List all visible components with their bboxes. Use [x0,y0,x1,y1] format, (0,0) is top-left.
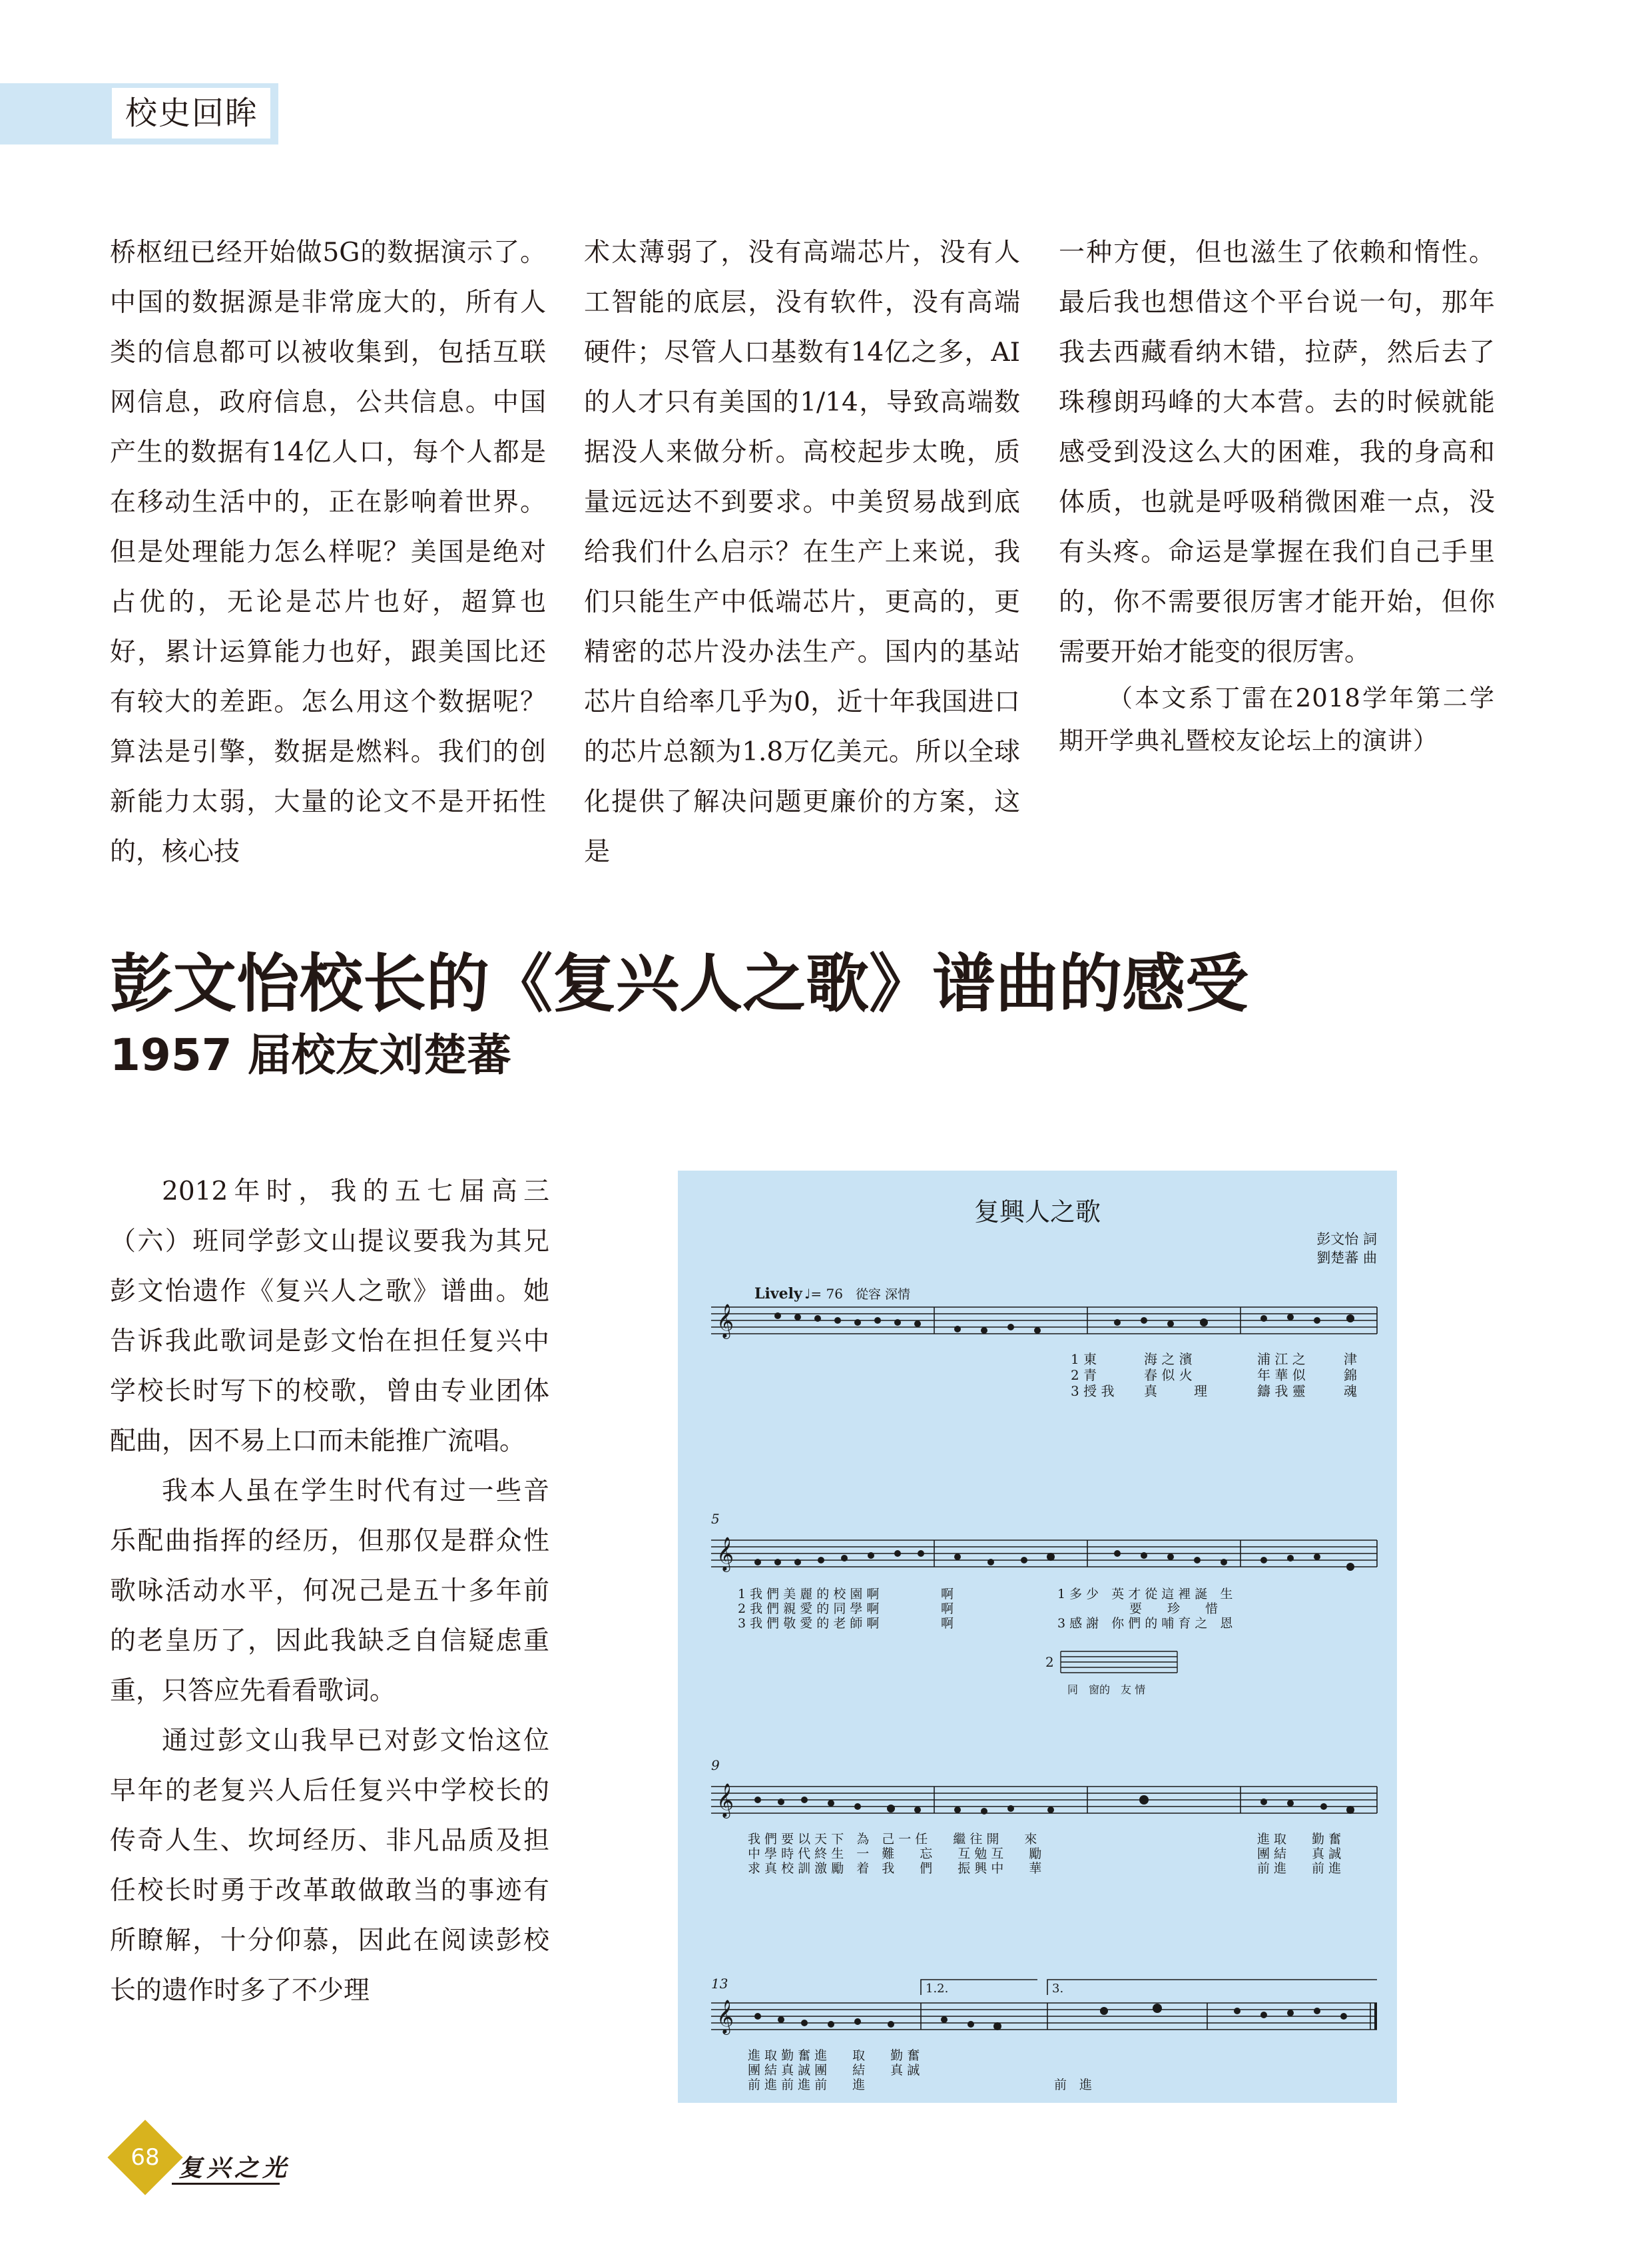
svg-text:魂: 魂 [1344,1383,1357,1399]
svg-text:前 進 前 進 前 進: 前 進 前 進 前 進 [748,2078,866,2092]
tempo-expression: 從容 深情 [856,1287,911,1302]
column-3-text: 一种方便，但也滋生了依赖和惰性。最后我也想借这个平台说一句，那年我去西藏看纳木错，拉萨，然后去了珠穆朗玛峰的大本营。去的时候就能感受到没这么大的困难，我的身高和体质，也就是呼吸稍微困难一点，没有头疼。命运是掌握在我们自己手里的，你不需要很厉害才能开始，但你需要开始才能变的很厉害。 [1059,238,1495,667]
alternate-ending-staff [1061,1651,1177,1673]
speech-credit: （本文系丁雷在2018学年第二学期开学典礼暨校友论坛上的演讲） [1059,684,1495,755]
score-title: 复興人之歌 [973,1197,1101,1227]
svg-text:前 進 前 進: 前 進 前 進 [1257,1861,1342,1876]
svg-text:我 們 要 以 天 下 為 己 一 任 繼 往 開 來: 我 們 要 以 天 下 為 己 一 任 繼 往 開 來 [748,1832,1037,1846]
lyrics-system-3 [748,1832,1341,1876]
treble-clef-icon: 𝄞 [716,2000,734,2034]
svg-text:3 感 謝 你 們 的 哺 育 之 恩: 3 感 謝 你 們 的 哺 育 之 恩 [1057,1616,1233,1631]
svg-text:團 結 真 誠: 團 結 真 誠 [1257,1846,1342,1861]
svg-text:3 授 我: 3 授 我 [1071,1383,1115,1399]
svg-text:要 珍 惜: 要 珍 惜 [1129,1601,1219,1616]
svg-text:啊: 啊 [941,1616,954,1631]
article-paragraph: 2012年时，我的五七届高三（六）班同学彭文山提议要我为其兄彭文怡遗作《复兴人之歌》谱曲。她告诉我此歌词是彭文怡在担任复兴中学校长时写下的校歌，曾由专业团体配曲，因不易上口而未能推广流唱。 [110,1177,549,1456]
svg-text:3 我 們 敬 愛 的 老 師 啊: 3 我 們 敬 愛 的 老 師 啊 [738,1616,880,1631]
treble-clef-icon: 𝄞 [716,1783,734,1817]
tempo-mark: ♩= 76 [804,1286,843,1302]
staff-system-2 [711,1540,1377,1567]
svg-text:進 取 勤 奮 進 取 勤 奮: 進 取 勤 奮 進 取 勤 奮 [748,2048,920,2063]
svg-text:浦 江 之: 浦 江 之 [1257,1351,1306,1367]
alternate-verse-number: 2 [1045,1654,1054,1670]
article-paragraph: 我本人虽在学生时代有过一些音乐配曲指挥的经历，但那仅是群众性歌咏活动水平，何况己是五十多年前的老皇历了，因此我缺乏自信疑虑重重，只答应先看看歌词。 [110,1476,549,1706]
svg-text:津: 津 [1344,1351,1357,1367]
volta-brackets [921,1980,1377,1995]
volta-second-ending: 3. [1052,1982,1064,1996]
svg-text:鑄 我 靈: 鑄 我 靈 [1257,1383,1306,1399]
svg-text:理: 理 [1194,1383,1207,1399]
svg-text:啊: 啊 [941,1587,954,1601]
svg-text:春 似 火: 春 似 火 [1144,1367,1193,1383]
svg-text:前 進: 前 進 [1054,2078,1093,2092]
text-column-2 [584,228,1020,877]
article-body [110,1167,549,2016]
lyrics-system-1 [1071,1351,1357,1399]
svg-text:錦: 錦 [1344,1367,1357,1383]
footer-rule [172,2183,280,2185]
treble-clef-icon: 𝄞 [716,1537,734,1571]
page-number: 68 [131,2144,160,2171]
svg-text:2 青: 2 青 [1071,1367,1097,1383]
svg-text:真: 真 [1144,1383,1157,1399]
svg-text:進 取 勤 奮: 進 取 勤 奮 [1257,1832,1342,1846]
svg-text:2 我 們 親 愛 的 同 學 啊: 2 我 們 親 愛 的 同 學 啊 [738,1601,880,1616]
svg-text:中 學 時 代 終 生 一 難 忘 互 勉 互 勵: 中 學 時 代 終 生 一 難 忘 互 勉 互 勵 [748,1846,1042,1861]
text-column-1 [110,228,546,877]
notes-system-4 [754,2004,1347,2030]
measure-number: 9 [711,1757,720,1773]
section-label: 校史回眸 [125,95,259,132]
alternate-lyric: 同 窗的 友 情 [1067,1683,1146,1696]
score-composer: 劉楚蕃 曲 [1316,1250,1377,1266]
magazine-name: 复兴之光 [178,2154,291,2182]
text-column-3 [1059,228,1495,762]
notes-system-3 [754,1795,1354,1815]
svg-text:年 華 似: 年 華 似 [1257,1367,1306,1383]
svg-text:1 東: 1 東 [1071,1351,1097,1367]
svg-text:求 真 校 訓 激 勵 着 我 們 振 興 中 華: 求 真 校 訓 激 勵 着 我 們 振 興 中 華 [748,1861,1042,1876]
lyrics-system-4 [748,2048,1092,2092]
measure-number: 5 [711,1511,720,1527]
notes-system-1 [774,1312,1354,1334]
staff-system-3 [711,1787,1377,1813]
svg-text:海 之 濱: 海 之 濱 [1144,1351,1193,1367]
score-lyricist: 彭文怡 詞 [1316,1231,1377,1247]
article-paragraph: 通过彭文山我早已对彭文怡这位早年的老复兴人后任复兴中学校长的传奇人生、坎坷经历、非凡品质及担任校长时勇于改革敢做敢当的事迹有所瞭解，十分仰慕，因此在阅读彭校长的遗作时多了不少理 [110,1726,549,2006]
lyrics-system-2 [738,1587,1233,1631]
svg-text:1 我 們 美 麗 的 校 園 啊: 1 我 們 美 麗 的 校 園 啊 [738,1587,880,1601]
svg-text:啊: 啊 [941,1601,954,1616]
column-1-text: 桥枢纽已经开始做5G的数据演示了。中国的数据源是非常庞大的，所有人类的信息都可以被收集到，包括互联网信息，政府信息，公共信息。中国产生的数据有14亿人口，每个人都是在移动生活中的，正在影响着世界。但是处理能力怎么样呢？美国是绝对占优的，无论是芯片也好，超算也好，累计运算能力也好，跟美国比还有较大的差距。怎么用这个数据呢？算法是引擎，数据是燃料。我们的创新能力太弱，大量的论文不是开拓性的，核心技 [110,238,546,867]
svg-text:1 多 少 英 才 從 這 裡 誕 生: 1 多 少 英 才 從 這 裡 誕 生 [1057,1587,1233,1601]
article-author: 1957 届校友刘楚蕃 [110,1029,511,1081]
svg-text:團 結 真 誠 團 結 真 誠: 團 結 真 誠 團 結 真 誠 [748,2063,920,2078]
volta-first-ending: 1.2. [926,1982,949,1996]
column-2-text: 术太薄弱了，没有高端芯片，没有人工智能的底层，没有软件，没有高端硬件；尽管人口基数有14亿之多，AI的人才只有美国的1/14，导致高端数据没人来做分析。高校起步太晚，质量远远达不到要求。中美贸易战到底给我们什么启示？在生产上来说，我们只能生产中低端芯片，更高的，更精密的芯片没办法生产。国内的基站芯片自给率几乎为0，近十年我国进口的芯片总额为1.8万亿美元。所以全球化提供了解决问题更廉价的方案，这是 [584,238,1020,867]
treble-clef-icon: 𝄞 [716,1304,734,1338]
article-title: 彭文怡校长的《复兴人之歌》谱曲的感受 [110,948,1249,1021]
sheet-music-figure [678,1171,1397,2103]
sheet-music-svg [678,1171,1397,2103]
staff-system-1 [711,1307,1377,1334]
measure-number: 13 [711,1976,728,1992]
tempo-word: Lively [754,1285,802,1302]
staff-system-4 [711,2003,1377,2030]
